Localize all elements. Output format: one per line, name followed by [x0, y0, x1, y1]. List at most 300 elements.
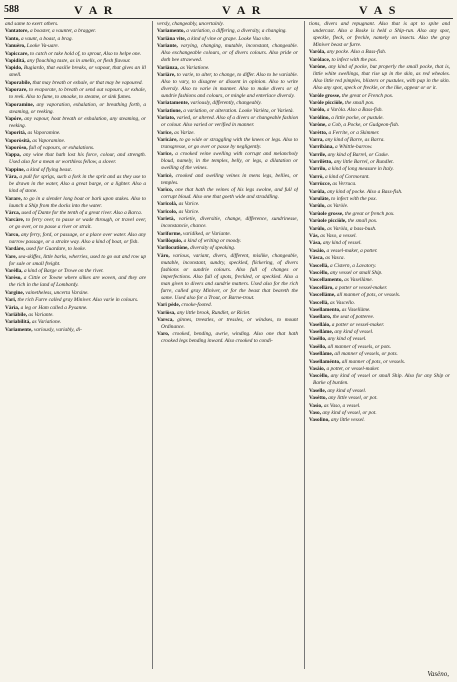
- headword: Vascellàro,: [309, 284, 334, 291]
- definition: as Vaporamine.: [27, 130, 61, 137]
- definition: a variation, a differing, a diversity, a changing.: [186, 28, 287, 35]
- definition: a boaster, a vaunter, a bragger.: [30, 28, 96, 35]
- headword: Variàbile,: [5, 311, 28, 318]
- definition: a vessel-maker, a potter.: [326, 247, 378, 254]
- headword: Vasellàio,: [309, 321, 331, 328]
- column-divider: [152, 21, 153, 669]
- definition: any kind of Barrel, or Caske.: [327, 151, 390, 158]
- definition: a leg or Ham called a Pysanne.: [20, 304, 88, 311]
- definition: a Cob, a Pocke, or Gudgeon-fish.: [327, 122, 400, 129]
- headword: Variamente,: [5, 326, 33, 333]
- dictionary-entry: [309, 263, 450, 270]
- dictionary-entry: [309, 57, 450, 64]
- definition: to infect with the pox.: [331, 56, 378, 63]
- headword: Vardàre,: [5, 246, 25, 253]
- headword: Vascèllo,: [309, 269, 329, 276]
- dictionary-entry: [157, 115, 298, 129]
- dictionary-entry: [5, 210, 146, 217]
- definition: various, variant, divers, different, mislike, changeable, mutable, inconstant, sundry, speckled, flickering, of divers fashions or sundrie colours. Also full of changes or imperfections. Also full of spots, freckled, or speckled. Also a man given to divers and sundrie matters. Used also for the rich furre, called gray Miniver, or for the beast that beareth the same. Used also for a Trout, or Barne-trout.: [161, 252, 298, 301]
- dictionary-entry: [157, 245, 298, 252]
- headword: Varra,: [309, 136, 324, 143]
- dictionary-entry: [5, 327, 146, 334]
- headword: Vasolino,: [309, 417, 330, 424]
- headword: Varulàte,: [309, 196, 330, 203]
- headword: Varòne,: [309, 64, 327, 71]
- definition: any kind of vessel.: [327, 387, 367, 394]
- definition: varietie, diversitie, change, difference, sundrinesse, inconstancie, chance.: [161, 216, 298, 230]
- definition: one that hath the veines of his legs swolne, and full of corrupt bloud. Also one that goeth wide and straddling.: [161, 187, 298, 201]
- definition: a kind of Cormorant.: [325, 173, 370, 180]
- definition: ginnes, treestles, or tressles, or windses, to mount Ordinance.: [161, 316, 298, 330]
- definition: varidiked, or Variante.: [183, 230, 231, 237]
- dictionary-entry: [157, 317, 298, 331]
- dictionary-entry: [157, 302, 298, 309]
- definition: a crooked veine swelling with corrupt and melancholy bloud, namely, in the temples, belly, or legs, a dilatation or swelling of the veines.: [161, 151, 298, 172]
- dictionary-entry: [157, 310, 298, 317]
- definition: as Variante.: [28, 311, 54, 318]
- dictionary-entry: [309, 277, 450, 284]
- definition: to infect with the pox.: [331, 196, 377, 203]
- headword: Vappine,: [5, 166, 25, 173]
- dictionary-entry: [5, 58, 146, 65]
- definition: the great or French pox.: [341, 92, 394, 99]
- dictionary-entry: [309, 292, 450, 299]
- definition: all manner of vessels, or pots.: [334, 351, 398, 358]
- headword: Variatione,: [157, 107, 182, 114]
- dictionary-entry: [309, 336, 450, 343]
- dictionary-entry: [5, 138, 146, 145]
- dictionary-entry: [5, 80, 146, 87]
- definition: as Varize.: [174, 129, 195, 136]
- headword: Varìco,: [157, 187, 174, 194]
- headword: Vascellàme,: [309, 292, 336, 299]
- dictionary-entry: [309, 344, 450, 351]
- column-1: [5, 21, 146, 669]
- headword: Varòlo,: [309, 107, 326, 114]
- headword: Vantatore,: [5, 28, 29, 35]
- dictionary-entry: [157, 21, 298, 28]
- dictionary-entry: [309, 403, 450, 410]
- dictionary-entry: [309, 410, 450, 417]
- dictionary-entry: [309, 122, 450, 129]
- definition: a kind of flying beast.: [26, 166, 73, 173]
- definition: varying, changing, mutable, inconstant, changeable. Also exchangeable colours, or of divers colours. Also pride or doth bee strawwed.: [161, 43, 298, 64]
- definition: to go wide or straggling with the knees or legs. Also to transgresse, or go over or passe by negligently.: [161, 136, 298, 150]
- definition: any kind of vessel, or pot.: [322, 409, 377, 416]
- headword: Varùole picciòle,: [309, 218, 347, 225]
- definition: as Vasellàme.: [341, 306, 371, 313]
- dictionary-entry: [5, 246, 146, 253]
- definition: a Ferrite, or a Skimmer.: [328, 129, 380, 136]
- definition: any flouching taste, as in smells, or flesh flavour.: [26, 57, 131, 64]
- definition: as Vaso, a vessel.: [323, 402, 361, 409]
- headword: Vasellàme,: [309, 351, 334, 358]
- headword: Vanuèro,: [5, 43, 26, 50]
- definition: vainetheless, uncerta Varsine.: [25, 289, 89, 296]
- headword: Vaso,: [309, 409, 322, 416]
- dictionary-entry: [157, 216, 298, 230]
- definition: as Variatione.: [31, 319, 62, 326]
- header-center: V A R: [222, 3, 263, 17]
- dictionary-entry: [309, 240, 450, 247]
- definition: as Varòla, a bass-bush.: [327, 225, 377, 232]
- header-rule: [4, 18, 453, 19]
- headword: Variàna vite,: [157, 35, 186, 42]
- headword: Variatamente,: [157, 100, 190, 107]
- headword: Vasellaménto,: [309, 358, 341, 365]
- headword: Varùla,: [309, 188, 326, 195]
- definition: varied, or altered. Also of a divers or changeable fashion or colour. Also varied or verified in manner.: [161, 115, 298, 129]
- headword: Varòla,: [309, 49, 326, 56]
- dictionary-entry: [309, 115, 450, 122]
- dictionary-entry: [309, 211, 450, 218]
- definition: sea-skiffes, little barks, wherries, used to go out and row up for sale or small freight.: [9, 253, 146, 267]
- headword: Vasèllo,: [309, 343, 327, 350]
- dictionary-entry: [309, 189, 450, 196]
- headword: Varòlino,: [309, 114, 330, 121]
- definition: as Vascello.: [330, 299, 356, 306]
- dictionary-entry: [309, 255, 450, 262]
- headword: Varilocutiòne,: [157, 245, 189, 252]
- definition: the seat of potteree.: [332, 314, 375, 321]
- headword: Varrìlo,: [309, 166, 327, 173]
- headword: Vasétto,: [309, 395, 327, 402]
- headword: Varèlla,: [5, 267, 23, 274]
- headword: Vaporòso,: [5, 145, 28, 152]
- definition: any kind of Barre, as Barra.: [325, 136, 385, 143]
- definition: the small pox.: [344, 99, 375, 106]
- dictionary-entry: [309, 248, 450, 255]
- dictionary-entry: [309, 314, 450, 321]
- dictionary-entry: [309, 100, 450, 107]
- catchword: Vasèno,: [427, 670, 449, 678]
- dictionary-entry: [5, 319, 146, 326]
- dictionary-entry: [157, 36, 298, 43]
- dictionary-entry: [309, 49, 450, 56]
- definition: a kind of writing or moody.: [183, 238, 242, 245]
- dictionary-entry: [309, 285, 450, 292]
- dictionary-entry: [157, 238, 298, 245]
- headword: Varcàre,: [5, 217, 25, 224]
- dictionary-entry: [157, 331, 298, 345]
- headword: Varùlo,: [309, 203, 326, 210]
- headword: Vapóre,: [5, 115, 23, 122]
- headword: Vaporabile,: [5, 79, 32, 86]
- headword: Vàsa,: [309, 240, 322, 247]
- page-number: 588: [4, 4, 19, 15]
- dictionary-entry: [5, 312, 146, 319]
- headword: Vàra,: [5, 174, 18, 181]
- definition: a kind of vine or grape. Looke Vua vite.: [187, 35, 272, 42]
- definition: Bugiardo, that easilie breaks, or vapour, that gives an ill smell.: [9, 65, 146, 79]
- definition: versly, changeably, uncertainly.: [157, 21, 224, 27]
- definition: any kind of pocke, but properly the small pocke, that is, little white swellings, that rise up in the skin, as red wheales. Also little red pimples, blisters or pustules, with pap in the skin. Also any spot, speck or freckle, or the like, appear or or it.: [313, 64, 450, 92]
- dictionary-entry: [309, 388, 450, 395]
- dictionary-entry: [157, 100, 298, 107]
- definition: Looke Va-uare.: [26, 43, 59, 50]
- definition: variously, variably, di-: [33, 326, 82, 333]
- definition: any vessel or small Ship.: [330, 269, 383, 276]
- definition: the great or french pox.: [344, 210, 395, 217]
- definition: full of vapours, or exhalations.: [28, 145, 95, 152]
- definition: as Vaso, a vessel.: [320, 232, 357, 239]
- definition: as Varice.: [178, 208, 200, 215]
- definition: used for Guardare, to looke.: [26, 246, 87, 253]
- headword: Varco,: [5, 231, 20, 238]
- dictionary-entry: [157, 108, 298, 115]
- definition: a little pocke, or pustule.: [331, 114, 384, 121]
- headword: Varòle grosse,: [309, 92, 341, 99]
- definition: any pocke. Also a Bass-fish.: [326, 49, 387, 56]
- dictionary-entry: [157, 231, 298, 238]
- headword: Vascellà,: [309, 299, 329, 306]
- definition: as Verruca.: [332, 181, 357, 188]
- definition: any vaporation, exhalation, or breathing forth, a steaming, or reeking.: [9, 101, 146, 115]
- column-divider: [304, 21, 305, 669]
- dictionary-entry: [309, 181, 450, 188]
- headword: Vaporità,: [5, 130, 27, 137]
- dictionary-entry: [309, 144, 450, 151]
- definition: any little brook, Rundlet, or Riclet.: [176, 309, 251, 316]
- dictionary-entry: [5, 196, 146, 210]
- headword: Varùlo,: [309, 225, 326, 232]
- dictionary-entry: [5, 65, 146, 79]
- headword: Varèso,: [5, 275, 22, 282]
- dictionary-entry: [309, 174, 450, 181]
- headword: Vapiditá,: [5, 57, 26, 64]
- dictionary-entry: [309, 137, 450, 144]
- headword: Vaselle,: [309, 387, 327, 394]
- definition: as Varice.: [178, 201, 200, 208]
- definition: crooked, bending, awrie, winding. Also one that hath crooked legs bending inward. Also crooked to condi-: [161, 331, 298, 345]
- dictionary-entry: [309, 166, 450, 173]
- headword: Varòlace,: [309, 56, 331, 63]
- definition: used of Dante for the tenth of a great river. Also a Barca.: [21, 210, 143, 217]
- definition: the rich Furre called gray Miniver. Also varie in colours.: [17, 297, 139, 304]
- definition: all manner of vessels, or pots.: [327, 343, 392, 350]
- dictionary-entry: [157, 28, 298, 35]
- definition: to ferry over, to passe or wade through, or travel over, or go over, or to passe a river or strait.: [9, 217, 146, 231]
- dictionary-entry: [157, 43, 298, 64]
- headword: Variamento,: [157, 28, 185, 35]
- headword: Vari pède,: [157, 302, 181, 309]
- headword: Varicolà,: [157, 201, 178, 208]
- dictionary-entry: [309, 218, 450, 225]
- headword: Varilòquio,: [157, 238, 183, 245]
- headword: Vargine,: [5, 289, 25, 296]
- definition: a Cistern, a Lavatory.: [330, 262, 377, 269]
- dictionary-entry: [309, 93, 450, 100]
- headword: Vasàio,: [309, 366, 326, 373]
- dictionary-entry: [157, 253, 298, 302]
- dictionary-entry: [157, 209, 298, 216]
- definition: as Vasellàme.: [344, 277, 373, 284]
- dictionary-entry: [157, 65, 298, 72]
- dictionary-entry: [309, 196, 450, 203]
- dictionary-entry: [309, 351, 450, 358]
- definition: as Varòle.: [327, 203, 349, 210]
- definition: any ferry, ford, or passage, or a place over water. Also any narrow passage, or a straite way. Also a kind of boat, or fish.: [9, 231, 146, 245]
- headword: Varrò,: [309, 173, 324, 180]
- definition: diversity of speaking.: [190, 245, 236, 252]
- headword: Vari,: [5, 297, 17, 304]
- headword: Varùole grosse,: [309, 210, 344, 217]
- headword: Varòle picciòle,: [309, 99, 344, 106]
- dictionary-entry: [157, 187, 298, 201]
- headword: Varicolo,: [157, 208, 178, 215]
- dictionary-entry: [5, 116, 146, 130]
- headword: Vasàio,: [309, 247, 326, 254]
- definition: to catch or take hold of, to sprout, Also to helpe one.: [30, 50, 142, 57]
- definition: the small pox.: [347, 218, 378, 225]
- column-3: [309, 21, 450, 669]
- dictionary-entry: [309, 307, 450, 314]
- dictionary-entry: [5, 217, 146, 231]
- definition: a Cittie or Towne where silkes are woven, and they are the rich in the land of Lombardy.: [9, 275, 146, 289]
- headword: Varicàre,: [157, 136, 178, 143]
- headword: Vasellàme,: [309, 329, 334, 336]
- definition: to evaporate, to breath or send out vapours, or exhale, to reek. Also to fume, to smoake, to steame, or sink fumes.: [9, 87, 146, 101]
- dictionary-entry: [309, 417, 450, 424]
- definition: crooke-footed.: [181, 302, 212, 309]
- definition: any kind of vessel.: [334, 329, 374, 336]
- headword: Variàre,: [157, 71, 176, 78]
- definition: a vaunt, a boast, a brag.: [21, 35, 73, 42]
- definition: a kind of long measure in Italy.: [327, 166, 394, 173]
- headword: Variato,: [157, 115, 176, 122]
- dictionary-entry: [309, 395, 450, 402]
- headword: Varicè,: [157, 172, 173, 179]
- headword: Varrilètto,: [309, 159, 333, 166]
- dictionary-entry: [157, 173, 298, 187]
- dictionary-entry: [309, 21, 450, 49]
- headword: Vanto,: [5, 35, 20, 42]
- definition: any kind of pocke. Also a Bass-fish.: [327, 188, 403, 195]
- definition: all manner of pots, or vessels.: [336, 292, 401, 299]
- definition: to varie, to alter, to change, to differ. Also to be variable. Also to vary, to disagree or dissent in opinion. Also to write diversly. Also to varie in manner. Also to make divers or of sundrie fashions and colours, or mingle and enterlace diversly.: [161, 71, 298, 99]
- definition: any little vessel.: [330, 417, 365, 424]
- dictionary-entry: [5, 152, 146, 166]
- dictionary-entry: [157, 151, 298, 172]
- headword: Vascellà,: [309, 262, 329, 269]
- headword: Variante,: [157, 43, 178, 50]
- definition: a Whittle-barrow.: [335, 144, 373, 151]
- dictionary-entry: [5, 43, 146, 50]
- definition: any kind of vessel.: [327, 336, 367, 343]
- dictionary-entry: [157, 130, 298, 137]
- definition: a pull for sprigs, such a fork in the sprit and as they use to be drawn in the water, Also a great barge, or a lighter. Also a kind of stone.: [9, 174, 146, 195]
- headword: Varare,: [5, 195, 22, 202]
- dictionary-entry: [5, 21, 146, 28]
- definition: and same to exert others.: [5, 21, 59, 27]
- headword: Vascellamento,: [309, 277, 343, 284]
- dictionary-entry: [5, 174, 146, 195]
- definition: a potter or vessel-maker.: [331, 321, 385, 328]
- headword: Variòsa,: [157, 309, 176, 316]
- headword: Varo,: [157, 331, 170, 338]
- headword: Variabilitá,: [5, 319, 31, 326]
- dictionary-entry: [5, 51, 146, 58]
- dictionary-entry: [5, 87, 146, 101]
- headword: Vaporare,: [5, 87, 28, 94]
- dictionary-entry: [309, 233, 450, 240]
- definition: a variation, or alteration. Looke Varièta, or Varietà.: [183, 107, 294, 114]
- definition: that may breath or exhale, or that may be vapoured.: [32, 79, 143, 86]
- dictionary-entry: [309, 107, 450, 114]
- headword: Varrùcce,: [309, 181, 332, 188]
- definition: tions, divers and repugnant. Also that is apt to spite and undercast. Also a Boske is held a Ship-run. Also any spot, speckle, fleck, or freckle, namely on insects. Also the gray Miniver beast or furre.: [309, 21, 450, 48]
- headword: Varribàna,: [309, 144, 334, 151]
- definition: a kind of Barge or Trowe on the river.: [23, 267, 104, 274]
- dictionary-entry: [157, 201, 298, 208]
- dictionary-entry: [309, 373, 450, 387]
- dictionary-entry: [157, 72, 298, 100]
- header-right: V A S: [359, 3, 398, 17]
- headword: Vaporamine,: [5, 101, 35, 108]
- definition: any vapour, hoat breath or exhalation, any steaming, or reeking.: [9, 115, 146, 129]
- headword: Varòne,: [309, 122, 327, 129]
- headword: Vasellamento,: [309, 306, 341, 313]
- headword: Vappa,: [5, 152, 21, 159]
- headword: Vaporòsità,: [5, 137, 31, 144]
- dictionary-entry: [5, 254, 146, 268]
- dictionary-entry: [309, 270, 450, 277]
- dictionary-entry: [157, 137, 298, 151]
- dictionary-entry: [309, 203, 450, 210]
- dictionary-entry: [5, 268, 146, 275]
- definition: any little Barrel, or Rundlet.: [333, 159, 394, 166]
- definition: any little vessel, or pot.: [328, 395, 378, 402]
- dictionary-entry: [5, 130, 146, 137]
- headword: Vàs,: [309, 232, 319, 239]
- dictionary-entry: [309, 152, 450, 159]
- dictionary-entry: [5, 305, 146, 312]
- dictionary-entry: [5, 36, 146, 43]
- definition: as Vasca.: [325, 255, 345, 262]
- definition: to go in a slender long boat or bark upon stakes. Also to launch a Ship from the docks into the water.: [9, 195, 146, 209]
- dictionary-entry: [5, 102, 146, 116]
- column-2: [157, 21, 298, 669]
- dictionary-entry: [309, 366, 450, 373]
- headword: Vare,: [5, 253, 17, 260]
- dictionary-entry: [309, 226, 450, 233]
- headword: Vapido,: [5, 65, 23, 72]
- dictionary-entry: [309, 300, 450, 307]
- header-left: V A R: [74, 3, 115, 17]
- definition: a potter, or vessel-maker.: [326, 366, 380, 373]
- dictionary-entry: [309, 329, 450, 336]
- headword: Vàro,: [157, 252, 170, 259]
- headword: Vasìo,: [309, 402, 323, 409]
- headword: Varrile,: [309, 151, 327, 158]
- headword: Varsca,: [157, 316, 174, 323]
- definition: variously, differently, changeably.: [190, 100, 262, 107]
- headword: Vasèllo,: [309, 336, 327, 343]
- definition: as Vaporamine.: [32, 137, 66, 144]
- dictionary-entry: [5, 297, 146, 304]
- headword: Varietà,: [157, 216, 175, 223]
- definition: crooked and swelling veines in mens legs, bellies, or temples.: [161, 172, 298, 186]
- dictionary-entry: [309, 322, 450, 329]
- headword: Varice,: [157, 129, 173, 136]
- dictionary-entry: [309, 130, 450, 137]
- definition: a Varòla. Also a Bass-fish.: [326, 107, 383, 114]
- headword: Vàsca,: [309, 255, 324, 262]
- dictionary-entry: [5, 290, 146, 297]
- dictionary-entry: [309, 359, 450, 366]
- dictionary-entry: [5, 167, 146, 174]
- headword: Vàrca,: [5, 210, 21, 217]
